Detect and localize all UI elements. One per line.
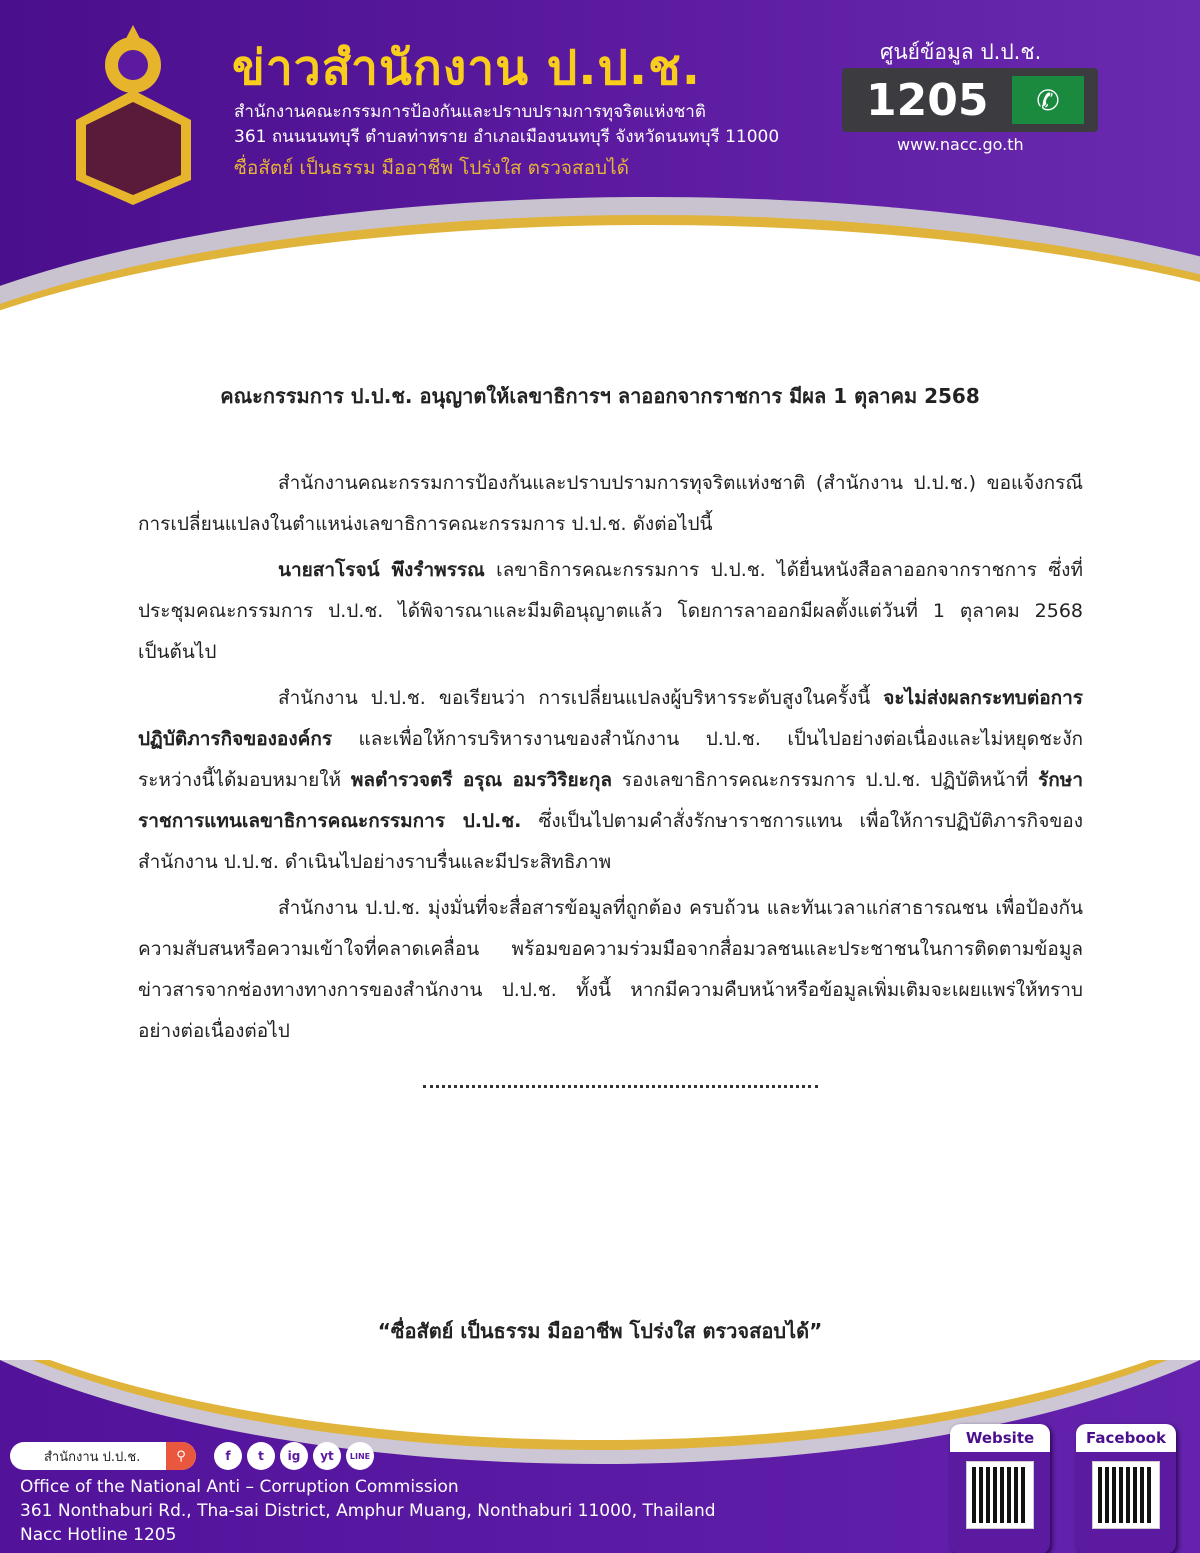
footer-banner [0, 1360, 1200, 1553]
paragraph-2 [138, 550, 1083, 673]
youtube-icon[interactable]: yt [313, 1442, 341, 1470]
header-title: ข่าวสำนักงาน ป.ป.ช. [232, 40, 701, 96]
hotline-box [842, 68, 1098, 132]
p3-text-c: และเพื่อให้การบริหารงานของสำนักงาน ป.ป.ช. เป็นไปอย่างต่อเนื่องและไม่หยุดชะงัก ระหว่างนี้ได้มอบหมายให้ [138, 728, 1083, 791]
qr-code-icon [967, 1462, 1033, 1528]
p3-bold-f: รักษาราชการแทนเลขาธิการคณะกรรมการ ป.ป.ช. [138, 769, 1083, 832]
qr-code-icon [1093, 1462, 1159, 1528]
website-qr[interactable] [950, 1424, 1050, 1553]
header-address: 361 ถนนนนทบุรี ตำบลท่าทราย อำเภอเมืองนนทบุรี จังหวัดนนทบุรี 11000 [234, 127, 780, 147]
website-link[interactable]: www.nacc.go.th [897, 135, 1024, 154]
header-banner [0, 0, 1200, 360]
paragraph-1: สำนักงานคณะกรรมการป้องกันและปราบปรามการทุจริตแห่งชาติ (สำนักงาน ป.ป.ช.) ขอแจ้งกรณีการเปลี่ยนแปลงในตำแหน่งเลขาธิการคณะกรรมการ ป.ป.ช. ดังต่อไปนี้ [138, 472, 1083, 535]
facebook-icon[interactable]: f [214, 1442, 242, 1470]
footer-address-en: 361 Nonthaburi Rd., Tha-sai District, Amphur Muang, Nonthaburi 11000, Thailand [20, 1501, 716, 1521]
nacc-emblem-logo [66, 20, 201, 210]
website-qr-label: Website [950, 1424, 1050, 1452]
document-body [138, 463, 1083, 1057]
secretary-name: นายสาโรจน์ พึงรำพรรณ [278, 559, 485, 581]
acting-name: พลตำรวจตรี อรุณ อมรวิริยะกุล [350, 769, 612, 791]
phone-icon: ✆ [1012, 76, 1084, 124]
paragraph-4: สำนักงาน ป.ป.ช. มุ่งมั่นที่จะสื่อสารข้อมูลที่ถูกต้อง ครบถ้วน และทันเวลาแก่สาธารณชน เพื่อป้องกันความสับสนหรือความเข้าใจที่คลาดเคลื่อน พร้อมขอความร่วมมือจากสื่อมวลชนและประชาชนในการติดตามข้อมูลข่าวสารจากช่องทางทางการของสำนักงาน ป.ป.ช. ทั้งนี้ หากมีความคืบหน้าหรือข้อมูลเพิ่มเติมจะเผยแพร่ให้ทราบอย่างต่อเนื่องต่อไป [138, 897, 1083, 1042]
p3-text-g: ซึ่งเป็นไปตามคำสั่งรักษาราชการแทน เพื่อให้การปฏิบัติภารกิจของสำนักงาน ป.ป.ช. ดำเนินไปอย่างราบรื่นและมีประสิทธิภาพ [138, 810, 1084, 873]
facebook-qr[interactable] [1076, 1424, 1176, 1553]
search-box[interactable] [10, 1442, 196, 1470]
dotted-divider [423, 1085, 818, 1088]
social-icons [214, 1442, 374, 1470]
p3-text-a: สำนักงาน ป.ป.ช. ขอเรียนว่า การเปลี่ยนแปลงผู้บริหารระดับสูงในครั้งนี้ [278, 687, 884, 709]
paragraph-2-text: เลขาธิการคณะกรรมการ ป.ป.ช. ได้ยื่นหนังสือลาออกจากราชการ ซึ่งที่ประชุมคณะกรรมการ ป.ป.ช. ได้พิจารณาและมีมติอนุญาตแล้ว โดยการลาออกมีผลตั้งแต่วันที่ 1 ตุลาคม 2568 เป็นต้นไป [138, 559, 1083, 663]
facebook-qr-label: Facebook [1076, 1424, 1176, 1452]
search-icon[interactable]: ⚲ [166, 1442, 196, 1470]
footer-hotline: Nacc Hotline 1205 [20, 1525, 177, 1545]
footer-org-en: Office of the National Anti – Corruption Commission [20, 1477, 459, 1497]
document-title: คณะกรรมการ ป.ป.ช. อนุญาตให้เลขาธิการฯ ลาออกจากราชการ มีผล 1 ตุลาคม 2568 [220, 384, 980, 408]
paragraph-3 [138, 678, 1083, 883]
header-org: สำนักงานคณะกรรมการป้องกันและปราบปรามการทุจริตแห่งชาติ [234, 102, 706, 122]
instagram-icon[interactable]: ig [280, 1442, 308, 1470]
hotline-number: 1205 [866, 74, 989, 126]
p3-text-e: รองเลขาธิการคณะกรรมการ ป.ป.ช. ปฏิบัติหน้าที่ [611, 769, 1039, 791]
p3-bold-b: จะไม่ส่งผลกระทบต่อการปฏิบัติภารกิจขององค์กร [138, 687, 1083, 750]
twitter-icon[interactable]: t [247, 1442, 275, 1470]
search-text: สำนักงาน ป.ป.ช. [44, 1449, 141, 1465]
closing-motto: “ซื่อสัตย์ เป็นธรรม มืออาชีพ โปร่งใส ตรวจสอบได้” [377, 1319, 823, 1343]
info-center-label: ศูนย์ข้อมูล ป.ป.ช. [880, 40, 1042, 64]
line-icon[interactable]: LINE [346, 1442, 374, 1470]
header-motto: ซื่อสัตย์ เป็นธรรม มืออาชีพ โปร่งใส ตรวจสอบได้ [234, 157, 629, 179]
